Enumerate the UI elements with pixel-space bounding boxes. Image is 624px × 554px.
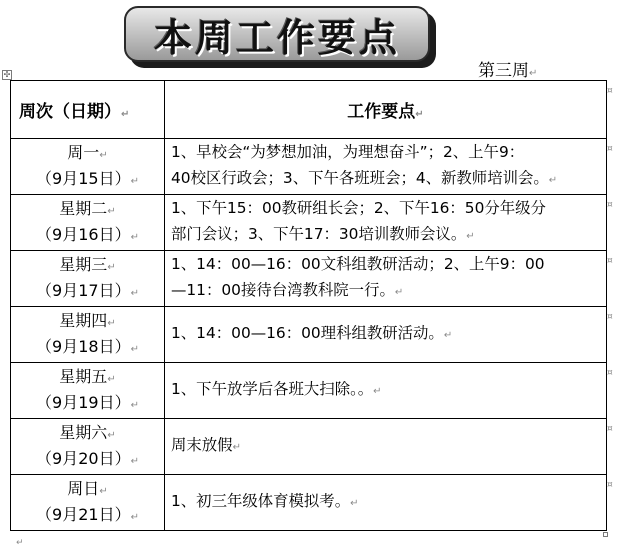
work-cell[interactable] bbox=[165, 139, 607, 195]
work-line: 1、14：00—16：00文科组教研活动；2、上午9：00 bbox=[171, 255, 545, 273]
paragraph-mark-icon: ↵ bbox=[466, 231, 475, 242]
paragraph-mark-icon: ↵ bbox=[99, 149, 108, 161]
table-row bbox=[11, 363, 607, 419]
table-resize-handle-icon[interactable] bbox=[603, 532, 608, 537]
day-label: 周一 bbox=[67, 142, 100, 162]
work-cell[interactable] bbox=[165, 419, 607, 475]
day-label: 星期五 bbox=[59, 366, 108, 386]
table-move-handle-icon[interactable]: ✣ bbox=[3, 70, 11, 79]
paragraph-mark-icon: ↵ bbox=[130, 343, 139, 355]
date-cell[interactable] bbox=[11, 307, 165, 363]
date-label: （9月20日） bbox=[36, 448, 131, 468]
date-label: （9月15日） bbox=[36, 168, 131, 188]
paragraph-mark-icon: ↵ bbox=[529, 68, 538, 79]
day-label: 星期二 bbox=[59, 198, 108, 218]
date-label: （9月16日） bbox=[36, 224, 131, 244]
date-cell[interactable] bbox=[11, 475, 165, 531]
paragraph-mark-icon: ↵ bbox=[443, 330, 453, 341]
table-row bbox=[11, 251, 607, 307]
row-end-mark-icon: ¤ bbox=[607, 480, 613, 490]
paragraph-mark-icon: ↵ bbox=[107, 429, 116, 441]
row-end-mark-icon: ¤ bbox=[607, 200, 613, 210]
schedule-table bbox=[10, 80, 607, 531]
work-line: 周末放假 bbox=[171, 436, 233, 454]
paragraph-mark-icon: ↵ bbox=[130, 175, 139, 187]
day-label: 星期四 bbox=[59, 310, 108, 330]
paragraph-mark-icon: ↵ bbox=[130, 455, 139, 467]
paragraph-mark-icon: ↵ bbox=[130, 511, 139, 523]
date-cell[interactable] bbox=[11, 419, 165, 475]
day-label: 星期六 bbox=[59, 422, 108, 442]
header-work-cell[interactable] bbox=[165, 81, 607, 139]
table-row bbox=[11, 139, 607, 195]
table-row bbox=[11, 475, 607, 531]
date-cell[interactable] bbox=[11, 251, 165, 307]
table-row bbox=[11, 419, 607, 475]
header-date-cell[interactable] bbox=[11, 81, 165, 139]
work-line: 1、初三年级体育模拟考。 bbox=[171, 492, 351, 510]
header-work-label: 工作要点 bbox=[347, 102, 416, 122]
paragraph-mark-icon: ↵ bbox=[107, 205, 116, 217]
paragraph-mark-icon: ↵ bbox=[394, 287, 404, 298]
row-end-mark-icon: ¤ bbox=[607, 368, 613, 378]
date-label: （9月17日） bbox=[36, 280, 131, 300]
row-end-mark-icon: ¤ bbox=[607, 256, 613, 266]
row-end-mark-icon: ¤ bbox=[607, 144, 613, 154]
page-title: 本周工作要点 bbox=[153, 14, 400, 60]
paragraph-mark-icon: ↵ bbox=[107, 317, 116, 329]
work-line: —11：00接待台湾教科院一行。 bbox=[171, 281, 395, 299]
date-label: （9月18日） bbox=[36, 336, 131, 356]
work-cell[interactable] bbox=[165, 195, 607, 251]
paragraph-mark-icon: ↵ bbox=[548, 175, 558, 186]
work-line: 部门会议；3、下午17：30培训教师会议。 bbox=[171, 225, 467, 243]
work-line: 1、下午15：00教研组长会；2、下午16：50分年级分 bbox=[171, 199, 546, 217]
paragraph-mark-icon: ↵ bbox=[130, 399, 139, 411]
table-header-row bbox=[11, 81, 607, 139]
paragraph-mark-icon: ↵ bbox=[232, 442, 241, 453]
date-label: （9月21日） bbox=[36, 504, 131, 524]
paragraph-mark-icon: ↵ bbox=[130, 231, 139, 243]
title-banner bbox=[124, 6, 442, 70]
table-row bbox=[11, 307, 607, 363]
work-cell[interactable] bbox=[165, 363, 607, 419]
table-row bbox=[11, 195, 607, 251]
paragraph-mark-icon: ↵ bbox=[99, 485, 108, 497]
paragraph-mark-icon: ↵ bbox=[16, 538, 24, 548]
work-cell[interactable] bbox=[165, 251, 607, 307]
work-line: 1、早校会“为梦想加油，为理想奋斗”；2、上午9： bbox=[171, 143, 525, 161]
week-label-text: 第三周 bbox=[478, 61, 529, 81]
date-label: （9月19日） bbox=[36, 392, 131, 412]
work-line: 1、下午放学后各班大扫除。。 bbox=[171, 380, 374, 398]
row-end-mark-icon: ¤ bbox=[607, 312, 613, 322]
paragraph-mark-icon: ↵ bbox=[373, 386, 382, 397]
work-line: 40校区行政会；3、下午各班班会；4、新教师培训会。 bbox=[171, 169, 549, 187]
paragraph-mark-icon: ↵ bbox=[107, 373, 116, 385]
date-cell[interactable] bbox=[11, 363, 165, 419]
day-label: 星期三 bbox=[59, 254, 108, 274]
work-line: 1、14：00—16：00理科组教研活动。 bbox=[171, 324, 444, 342]
header-date-label: 周次（日期） bbox=[19, 102, 121, 122]
day-label: 周日 bbox=[67, 478, 100, 498]
paragraph-mark-icon: ↵ bbox=[350, 498, 359, 509]
paragraph-mark-icon: ↵ bbox=[130, 287, 139, 299]
date-cell[interactable] bbox=[11, 195, 165, 251]
work-cell[interactable] bbox=[165, 475, 607, 531]
date-cell[interactable] bbox=[11, 139, 165, 195]
row-end-mark-icon: ¤ bbox=[607, 86, 613, 96]
row-end-mark-icon: ¤ bbox=[607, 424, 613, 434]
week-label bbox=[478, 56, 537, 81]
banner-face bbox=[124, 6, 430, 62]
work-cell[interactable] bbox=[165, 307, 607, 363]
cell-end-mark-icon: ↵ bbox=[415, 109, 424, 120]
cell-end-mark-icon: ↵ bbox=[121, 109, 130, 120]
paragraph-mark-icon: ↵ bbox=[107, 261, 116, 273]
